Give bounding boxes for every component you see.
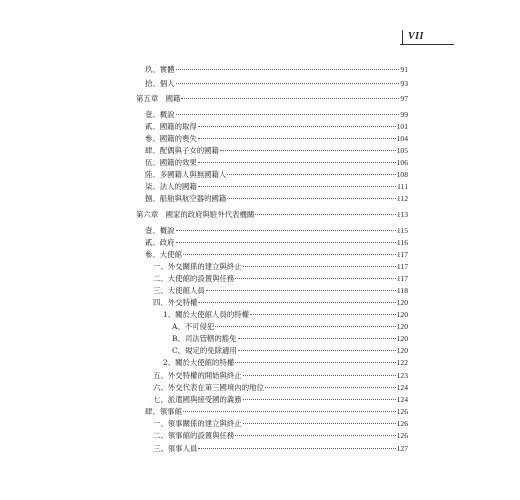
toc-entry-page: 123 [396, 371, 408, 380]
leader-dots [198, 162, 396, 163]
leader-dots [235, 362, 395, 363]
leader-dots [198, 138, 396, 139]
toc-entry-page: 105 [396, 146, 408, 155]
toc-entry-title: 第五章 國籍 [136, 94, 181, 103]
toc-entry-page: 91 [400, 65, 408, 74]
toc-entry-page: 113 [396, 210, 408, 219]
toc-entry-subsection [153, 430, 408, 442]
toc-entry-title: 五、外交特權的開始與終止 [153, 371, 242, 380]
toc-entry-page: 120 [396, 322, 408, 331]
toc-entry-section [145, 145, 408, 157]
toc-entry-subsection [153, 261, 408, 273]
toc-entry-title: 參、大使館 [145, 250, 182, 259]
toc-entry-subsection [153, 297, 408, 309]
toc-entry-title: 肆、領事館 [145, 407, 182, 416]
toc-entry-title: 三、大使館人員 [153, 286, 205, 295]
toc-entry-section [145, 249, 408, 261]
toc-entry-title: C、規定的免除適用 [172, 346, 237, 355]
toc-entry-title: 六、外交代表在第三國境內的地位 [153, 383, 264, 392]
leader-dots [198, 126, 396, 127]
leader-dots [227, 198, 396, 199]
toc-entry-title: 四、外交特權 [153, 298, 198, 307]
toc-entry-subsection [153, 273, 408, 285]
leader-dots [243, 266, 396, 267]
toc-entry-subsection [153, 382, 408, 394]
leader-dots [176, 230, 396, 231]
toc-entry-item [163, 357, 408, 369]
toc-entry-section [145, 237, 408, 249]
toc-entry-page: 120 [396, 310, 408, 319]
toc-entry-section [145, 109, 408, 121]
toc-entry-section [145, 181, 408, 193]
toc-entry-subitem [172, 321, 408, 333]
toc-entry-page: 117 [396, 262, 408, 271]
leader-dots [206, 290, 396, 291]
toc-entry-page: 93 [400, 79, 408, 88]
toc-entry-title: A、不可侵犯 [172, 322, 215, 331]
toc-entry-title: 玖、實體 [145, 65, 175, 74]
page-number-roman: VII [408, 31, 424, 42]
toc-entry-title: B、司法管轄的豁免 [172, 334, 237, 343]
toc-entry-page: 112 [396, 194, 408, 203]
toc-entry-item [163, 309, 408, 321]
leader-dots [265, 387, 396, 388]
toc-entry-chapter [136, 93, 408, 105]
toc-entry-page: 118 [396, 286, 408, 295]
toc-entry-section [145, 193, 408, 205]
toc-entry-subitem [172, 333, 408, 345]
leader-dots [176, 114, 400, 115]
toc-entry-page: 111 [397, 182, 408, 191]
leader-dots [255, 214, 396, 215]
leader-dots [176, 242, 396, 243]
toc-entry-title: 柒、法人的國籍 [145, 182, 197, 191]
toc-entry-title: 壹、概說 [145, 110, 175, 119]
toc-entry-page: 120 [396, 298, 408, 307]
toc-entry-title: 參、國籍的喪失 [145, 134, 197, 143]
toc-entry-page: 117 [396, 274, 408, 283]
toc-entry-page: 122 [396, 358, 408, 367]
toc-entry-page: 108 [396, 170, 408, 179]
leader-dots [243, 375, 396, 376]
toc-entry-title: 肆、配偶與子女的國籍 [145, 146, 219, 155]
toc-entry-page: 104 [396, 134, 408, 143]
toc-entry-page: 101 [396, 122, 408, 131]
toc-entry-title: 七、派遣國與接受國的義務 [153, 395, 242, 404]
toc-entry-title: 拾、個人 [145, 79, 175, 88]
toc-entry-page: 120 [396, 346, 408, 355]
leader-dots [243, 423, 396, 424]
toc-entry-page: 126 [396, 419, 408, 428]
toc-entry-section [145, 78, 408, 90]
leader-dots [183, 411, 396, 412]
leader-dots [198, 186, 396, 187]
leader-dots [215, 326, 395, 327]
toc-entry-section [145, 121, 408, 133]
toc-entry-subsection [153, 418, 408, 430]
leader-dots [198, 302, 395, 303]
toc-entry-page: 106 [396, 158, 408, 167]
toc-entry-section [145, 406, 408, 418]
leader-dots [220, 150, 396, 151]
leader-dots [227, 174, 395, 175]
toc-entry-page: 124 [396, 383, 408, 392]
toc-entry-section [145, 225, 408, 237]
toc-entry-title: 貳、國籍的取得 [145, 122, 197, 131]
toc-entry-title: 陸、多國籍人與無國籍人 [145, 170, 227, 179]
leader-dots [176, 83, 400, 84]
toc-entry-subsection [153, 443, 408, 455]
toc-entry-title: 二、大使館的設置與任務 [153, 274, 235, 283]
toc-entry-title: 三、領事人員 [153, 444, 198, 453]
toc-entry-title: 二、領事館的設置與任務 [153, 431, 235, 440]
toc-entry-section [145, 169, 408, 181]
leader-dots [243, 399, 396, 400]
leader-dots [183, 254, 396, 255]
leader-dots [250, 314, 396, 315]
leader-dots [176, 69, 400, 70]
toc-entry-title: 2、關於大使館的特權 [163, 358, 235, 367]
toc-entry-subsection [153, 285, 408, 297]
toc-entry-page: 126 [396, 407, 408, 416]
toc-entry-page: 97 [400, 94, 408, 103]
leader-dots [235, 278, 396, 279]
toc-entry-title: 壹、概說 [145, 226, 175, 235]
leader-dots [238, 338, 396, 339]
leader-dots [235, 435, 395, 436]
toc-entry-title: 捌、船舶與航空器的國籍 [145, 194, 227, 203]
toc-entry-page: 117 [396, 250, 408, 259]
toc-entry-title: 貳、政府 [145, 238, 175, 247]
toc-entry-title: 伍、國籍的效果 [145, 158, 197, 167]
toc-entry-page: 115 [396, 226, 408, 235]
toc-entry-page: 99 [400, 110, 408, 119]
toc-entry-title: 一、領事關係的建立與終止 [153, 419, 242, 428]
leader-dots [198, 448, 395, 449]
toc-entry-section [145, 133, 408, 145]
leader-dots [238, 350, 396, 351]
toc-entry-title: 1、關於大使館人員的特權 [163, 310, 250, 319]
toc-entry-page: 124 [396, 395, 408, 404]
toc-entry-title: 第六章 國家的政府與駐外代表機關 [136, 210, 255, 219]
leader-dots [181, 98, 399, 99]
toc-entry-page: 127 [396, 444, 408, 453]
toc-entry-subsection [153, 394, 408, 406]
toc-entry-page: 116 [396, 238, 408, 247]
toc-entry-subitem [172, 345, 408, 357]
toc-entry-section [145, 64, 408, 76]
toc-entry-subsection [153, 370, 408, 382]
toc-entry-section [145, 157, 408, 169]
toc-entry-title: 一、外交關係的建立與終止 [153, 262, 242, 271]
toc-entry-page: 126 [396, 431, 408, 440]
toc-entry-chapter [136, 209, 408, 221]
toc-entry-page: 120 [396, 334, 408, 343]
